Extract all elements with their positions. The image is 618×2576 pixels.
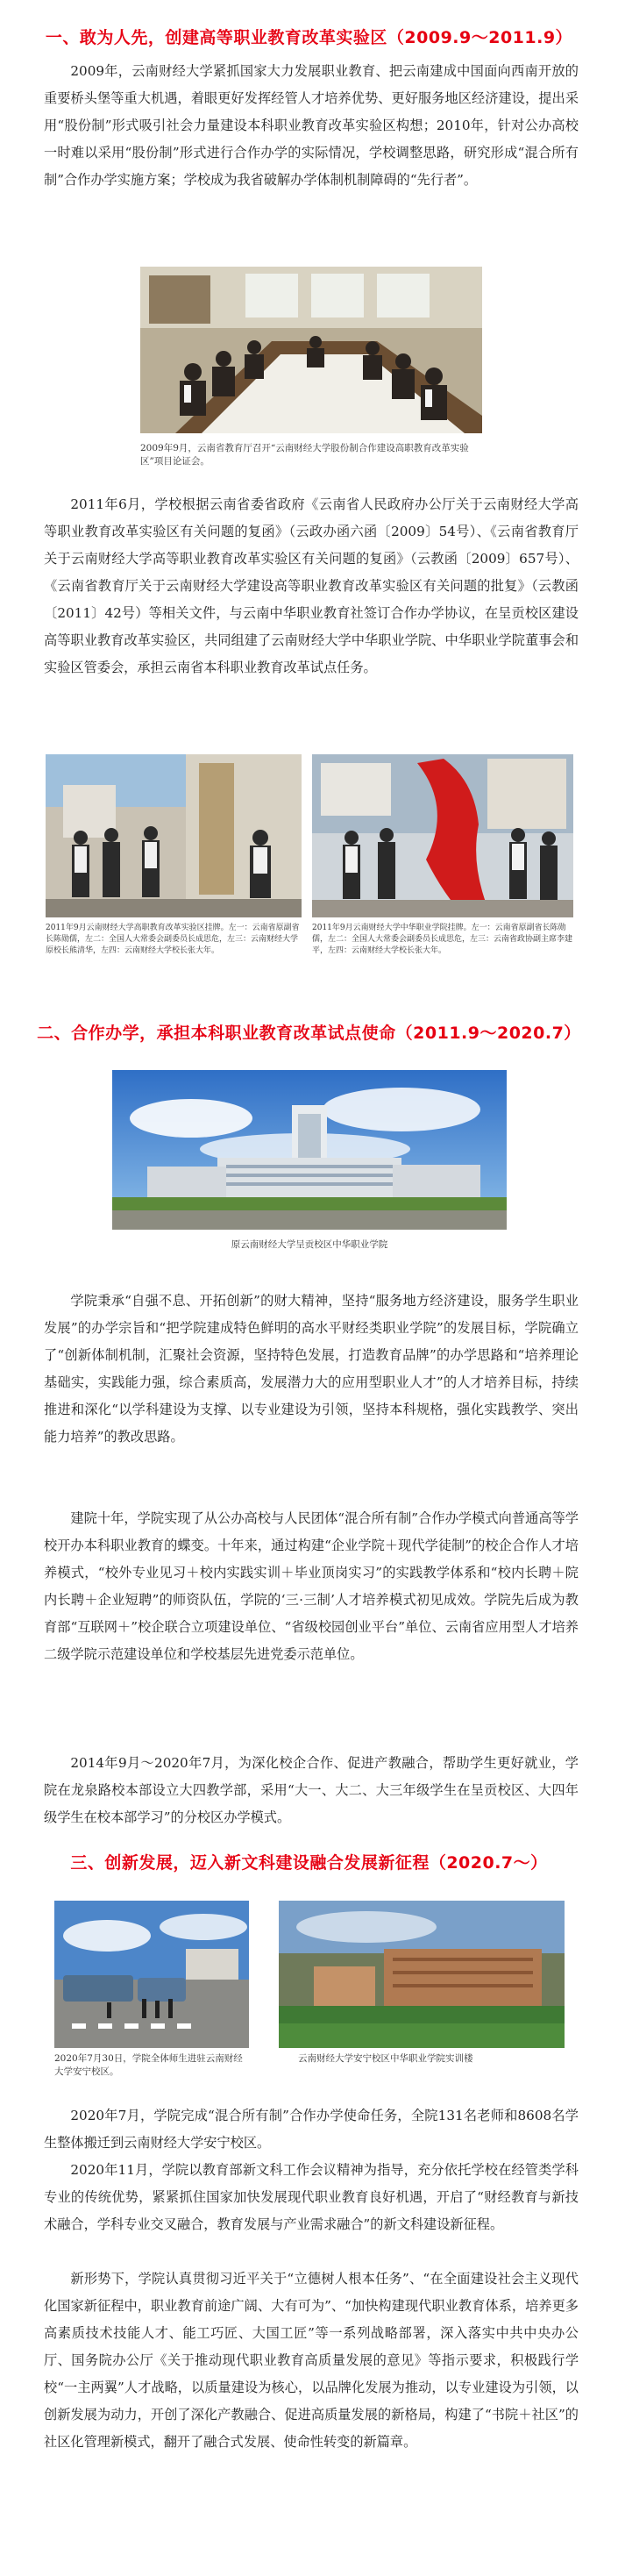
section-3-paragraph-1: 2020年7月，学院完成“混合所有制”合作办学使命任务，全院131名老师和8608名学生整体搬迁到云南财经大学安宁校区。 [44,2108,579,2151]
training-building-caption: 云南财经大学安宁校区中华职业学院实训楼 [298,2053,473,2064]
section-2-paragraph-3: 2014年9月～2020年7月，为深化校企合作、促进产教融合，帮助学生更好就业，学院在龙泉路校本部设立大四教学部，采用“大一、大二、大三年级学生在呈贡校区、大四年级学生在校本部学习”的分校区办学模式。 [44,1755,579,1825]
red-cloth-unveiling-caption: 2011年9月云南财经大学中华职业学院挂牌。左一：云南省原副省长陈勋儒，左二：全国人大常委会副委员长成思危，左三：云南省政协副主席李建平，左四：云南财经大学校长张大年。 [312,924,573,955]
section-2-paragraph-2: 建院十年，学院实现了从公办高校与人民团体“混合所有制”合作办学模式向普通高等学校开办本科职业教育的蝶变。十年来，通过构建“企业学院＋现代学徒制”的校企合作人才培养模式，“校外专业见习＋校内实践实训＋毕业顶岗实习”的实践教学体系和“校内长聘＋院内长聘＋企业短聘”的师资队伍，学院的‘三·三制’人才培养模式初见成效。学院先后成为教育部“互联网＋”校企联合立项建设单位、“省级校园创业平台”单位、云南省应用型人才培养二级学院示范建设单位和学校基层先进党委示范单位。 [44,1510,579,1662]
chenggong-campus-photo [112,1070,507,1230]
training-building-photo [279,1901,565,2048]
section-1-paragraph-1: 2009年，云南财经大学紧抓国家大力发展职业教育、把云南建成中国面向西南开放的重要桥头堡等重大机遇，着眼更好发挥经管人才培养优势、更好服务地区经济建设，提出采用“股份制”形式吸引社会力量建设本科职业教育改革实验区构想；2010年，针对公办高校一时难以采用“股份制”形式进行合作办学的实际情况，学校调整思路，研究形成“混合所有制”合作办学实施方案；学校成为我省破解办学体制机制障碍的“先行者”。 [44,63,579,188]
section-2-paragraph-1: 学院秉承“自强不息、开拓创新”的财大精神，坚持“服务地方经济建设，服务学生职业发展”的办学宗旨和“把学院建成特色鲜明的高水平财经类职业学院”的发展目标，学院确立了“创新体制机制，汇聚社会资源，坚持特色发展，打造教育品牌”的办学思路和“培养理论基础实，实践能力强，综合素质高，发展潜力大的应用型职业人才”的人才培养目标，持续推进和深化“以学科建设为支撑、以专业建设为引领，坚持本科规格，强化实践教学、突出能力培养”的教改思路。 [44,1293,579,1445]
section-3-paragraph-2: 2020年11月，学院以教育部新文科工作会议精神为指导，充分依托学校在经管类学科专业的传统优势，紧紧抓住国家加快发展现代职业教育良好机遇，开启了“财经教育与新技术融合，学科专业交叉融合，教育发展与产业需求融合”的新文科建设新征程。 [44,2162,579,2232]
students-arrival-photo [54,1901,249,2048]
plaque-unveiling-caption: 2011年9月云南财经大学高职教育改革实验区挂牌。左一：云南省原副省长陈勋儒，左二：全国人大常委会副委员长成思危，左三：云南财经大学原校长熊清华，左四：云南财经大学校长张大年。 [46,924,300,955]
section-1-paragraph-2: 2011年6月，学校根据云南省委省政府《云南省人民政府办公厅关于云南财经大学高等职业教育改革实验区有关问题的复函》（云政办函六函〔2009〕54号）、《云南省教育厅关于云南财经大学高等职业教育改革实验区有关问题的复函》（云教函〔2009〕657号）、《云南省教育厅关于云南财经大学建设高等职业教育改革实验区有关问题的批复》（云教函〔2011〕42号）等相关文件，与云南中华职业教育社签订合作办学协议，在呈贡校区建设高等职业教育改革实验区，共同组建了云南财经大学中华职业学院、中华职业学院董事会和实验区管委会，承担云南省本科职业教育改革试点任务。 [44,496,579,675]
arrival-photo-caption: 2020年7月30日，学院全体师生进驻云南财经大学安宁校区。 [54,2053,243,2077]
section-3-heading: 三、创新发展，迈入新文科建设融合发展新征程（2020.7～） [70,1853,548,1873]
campus-photo-caption: 原云南财经大学呈贡校区中华职业学院 [231,1239,388,1250]
plaque-unveiling-photo [46,754,302,917]
meeting-photo [140,267,482,433]
section-1-heading: 一、敢为人先，创建高等职业教育改革实验区（2009.9～2011.9） [45,28,573,47]
red-cloth-unveiling-photo [312,754,573,917]
section-2-heading: 二、合作办学，承担本科职业教育改革试点使命（2011.9～2020.7） [37,1024,581,1043]
section-3-paragraph-3: 新形势下，学院认真贯彻习近平关于“立德树人根本任务”、“在全面建设社会主义现代化国家新征程中，职业教育前途广阔、大有可为”、“加快构建现代职业教育体系，培养更多高素质技术技能人才、能工巧匠、大国工匠”等一系列战略部署，深入落实中共中央办公厅、国务院办公厅《关于推动现代职业教育高质量发展的意见》等指示要求，积极践行学校“一主两翼”人才战略，以质量建设为核心，以品牌化发展为推动，以专业建设为引领，以创新发展为动力，开创了深化产教融合、促进高质量发展的新格局，构建了“书院＋社区”的社区化管理新模式，翻开了融合式发展、使命性转变的新篇章。 [44,2271,579,2450]
meeting-photo-caption: 2009年9月，云南省教育厅召开“云南财经大学股份制合作建设高职教育改革实验区”项目论证会。 [140,443,469,467]
